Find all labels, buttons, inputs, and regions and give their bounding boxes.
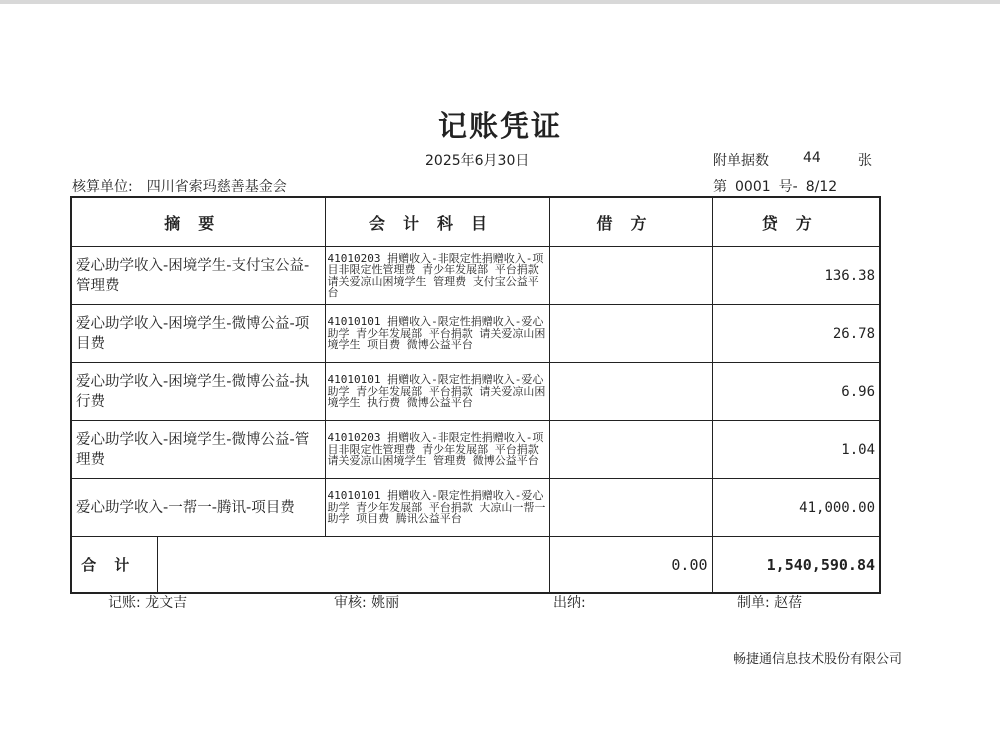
attachment-count: 44 bbox=[803, 150, 821, 166]
voucher-number-prefix: 第 bbox=[713, 179, 727, 195]
voucher-number-suffix: 号- bbox=[778, 179, 798, 195]
software-company: 畅捷通信息技术股份有限公司 bbox=[733, 652, 903, 667]
row-debit bbox=[549, 421, 712, 479]
cashier-signature: 出纳: bbox=[553, 595, 586, 611]
voucher-date: 2025年6月30日 bbox=[425, 153, 530, 169]
total-row bbox=[71, 537, 880, 594]
table-row bbox=[71, 247, 880, 305]
voucher-title: 记账凭证 bbox=[437, 109, 562, 143]
reviewer-signature: 审核: 姚丽 bbox=[334, 595, 400, 611]
table-row bbox=[71, 421, 880, 479]
row-summary: 爱心助学收入-困境学生-支付宝公益-管理费 bbox=[71, 247, 325, 305]
row-summary: 爱心助学收入-一帮一-腾讯-项目费 bbox=[71, 479, 325, 537]
voucher-page: 8/12 bbox=[805, 179, 838, 195]
accounting-unit bbox=[72, 176, 301, 196]
voucher-table bbox=[70, 196, 881, 594]
table-header bbox=[71, 197, 880, 247]
row-credit: 41,000.00 bbox=[712, 479, 880, 537]
row-debit bbox=[549, 247, 712, 305]
row-account: 41010101 捐赠收入-限定性捐赠收入-爱心助学 青少年发展部 平台捐款 大凉山一帮一助学 项目费 腾讯公益平台 bbox=[325, 479, 549, 537]
table-row bbox=[71, 363, 880, 421]
total-spacer bbox=[157, 537, 549, 594]
row-account: 41010203 捐赠收入-非限定性捐赠收入-项目非限定性管理费 青少年发展部 平台捐款 请关爱凉山困境学生 管理费 支付宝公益平台 bbox=[325, 247, 549, 305]
row-account: 41010203 捐赠收入-非限定性捐赠收入-项目非限定性管理费 青少年发展部 平台捐款 请关爱凉山困境学生 管理费 微博公益平台 bbox=[325, 421, 549, 479]
header-account: 会计科目 bbox=[325, 197, 549, 247]
total-label: 合计 bbox=[71, 537, 157, 594]
row-debit bbox=[549, 363, 712, 421]
row-debit bbox=[549, 305, 712, 363]
row-summary: 爱心助学收入-困境学生-微博公益-项目费 bbox=[71, 305, 325, 363]
header-debit: 借方 bbox=[549, 197, 712, 247]
row-summary: 爱心助学收入-困境学生-微博公益-管理费 bbox=[71, 421, 325, 479]
total-debit: 0.00 bbox=[549, 537, 712, 594]
row-account: 41010101 捐赠收入-限定性捐赠收入-爱心助学 青少年发展部 平台捐款 请关爱凉山困境学生 执行费 微博公益平台 bbox=[325, 363, 549, 421]
header-summary: 摘要 bbox=[71, 197, 325, 247]
row-account: 41010101 捐赠收入-限定性捐赠收入-爱心助学 青少年发展部 平台捐款 请关爱凉山困境学生 项目费 微博公益平台 bbox=[325, 305, 549, 363]
row-credit: 26.78 bbox=[712, 305, 880, 363]
row-debit bbox=[549, 479, 712, 537]
attachment-unit: 张 bbox=[858, 153, 872, 169]
accounting-unit-label: 核算单位: bbox=[72, 179, 133, 195]
total-credit: 1,540,590.84 bbox=[712, 537, 880, 594]
row-credit: 136.38 bbox=[712, 247, 880, 305]
row-credit: 6.96 bbox=[712, 363, 880, 421]
bookkeeper-signature: 记账: 龙文吉 bbox=[108, 595, 188, 611]
voucher-number bbox=[713, 176, 845, 196]
row-credit: 1.04 bbox=[712, 421, 880, 479]
table-row bbox=[71, 479, 880, 537]
header-credit: 贷方 bbox=[712, 197, 880, 247]
row-summary: 爱心助学收入-困境学生-微博公益-执行费 bbox=[71, 363, 325, 421]
preparer-signature: 制单: 赵蓓 bbox=[737, 595, 803, 611]
page-edge bbox=[0, 0, 1000, 4]
attachment-label: 附单据数 bbox=[713, 153, 769, 169]
table-row bbox=[71, 305, 880, 363]
accounting-unit-name: 四川省索玛慈善基金会 bbox=[146, 179, 287, 195]
voucher-number-value: 0001 bbox=[735, 179, 771, 195]
